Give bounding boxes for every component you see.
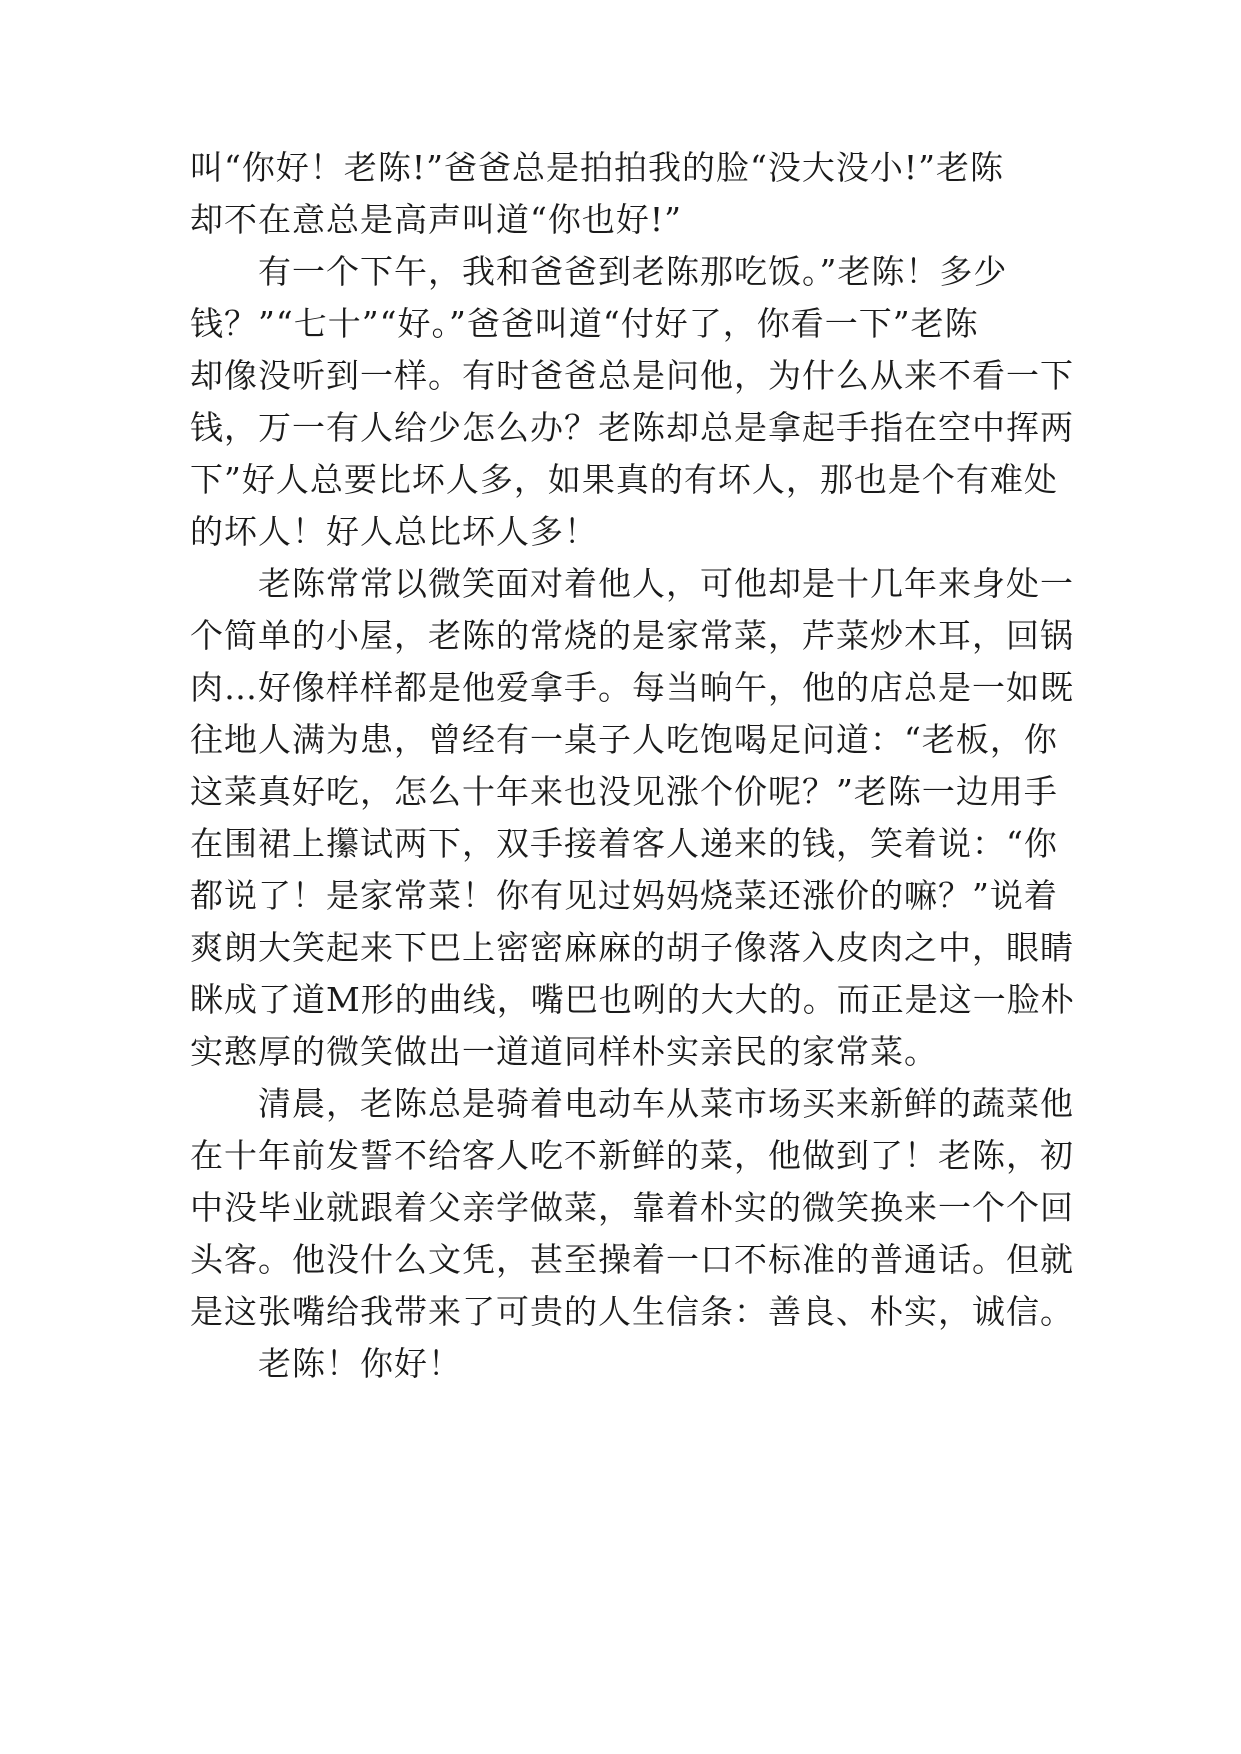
text-line: 中没毕业就跟着父亲学做菜，靠着朴实的微笑换来一个个回 <box>190 1188 1074 1227</box>
text-line: 钱？”“七十”“好。”爸爸叫道“付好了，你看一下”老陈 <box>190 304 979 343</box>
text-line: 老陈常常以微笑面对着他人，可他却是十几年来身处一 <box>190 564 1074 603</box>
text-line: 却不在意总是高声叫道“你也好!” <box>190 200 683 239</box>
text-line: 清晨，老陈总是骑着电动车从菜市场买来新鲜的蔬菜他 <box>190 1084 1074 1123</box>
text-line: 这菜真好吃，怎么十年来也没见涨个价呢？”老陈一边用手 <box>190 772 1058 811</box>
text-line: 往地人满为患，曾经有一桌子人吃饱喝足问道：“老板，你 <box>190 720 1058 759</box>
text-line: 实憨厚的微笑做出一道道同样朴实亲民的家常菜。 <box>190 1032 938 1071</box>
text-line: 都说了！是家常菜！你有见过妈妈烧菜还涨价的嘛？”说着 <box>190 876 1058 915</box>
text-line: 眯成了道M形的曲线，嘴巴也咧的大大的。而正是这一脸朴 <box>190 980 1075 1019</box>
text-line: 肉…好像样样都是他爱拿手。每当晌午，他的店总是一如既 <box>190 668 1074 707</box>
text-line: 的坏人！好人总比坏人多！ <box>190 512 598 551</box>
text-line: 有一个下午，我和爸爸到老陈那吃饭。”老陈！多少 <box>190 252 1008 291</box>
text-line: 在十年前发誓不给客人吃不新鲜的菜，他做到了！老陈，初 <box>190 1136 1074 1175</box>
text-line: 是这张嘴给我带来了可贵的人生信条：善良、朴实，诚信。 <box>190 1292 1074 1331</box>
text-line: 在围裙上攥试两下，双手接着客人递来的钱，笑着说：“你 <box>190 824 1058 863</box>
text-line: 个简单的小屋，老陈的常烧的是家常菜，芹菜炒木耳，回锅 <box>190 616 1074 655</box>
text-line: 老陈！你好！ <box>190 1344 462 1383</box>
text-line: 头客。他没什么文凭，甚至操着一口不标准的普通话。但就 <box>190 1240 1074 1279</box>
text-line: 爽朗大笑起来下巴上密密麻麻的胡子像落入皮肉之中，眼睛 <box>190 928 1074 967</box>
text-line: 钱，万一有人给少怎么办？老陈却总是拿起手指在空中挥两 <box>190 408 1074 447</box>
text-line: 叫“你好！老陈!”爸爸总是拍拍我的脸“没大没小!”老陈 <box>190 148 1005 187</box>
text-line: 却像没听到一样。有时爸爸总是问他，为什么从来不看一下 <box>190 356 1074 395</box>
text-line: 下”好人总要比坏人多，如果真的有坏人，那也是个有难处 <box>190 460 1058 499</box>
